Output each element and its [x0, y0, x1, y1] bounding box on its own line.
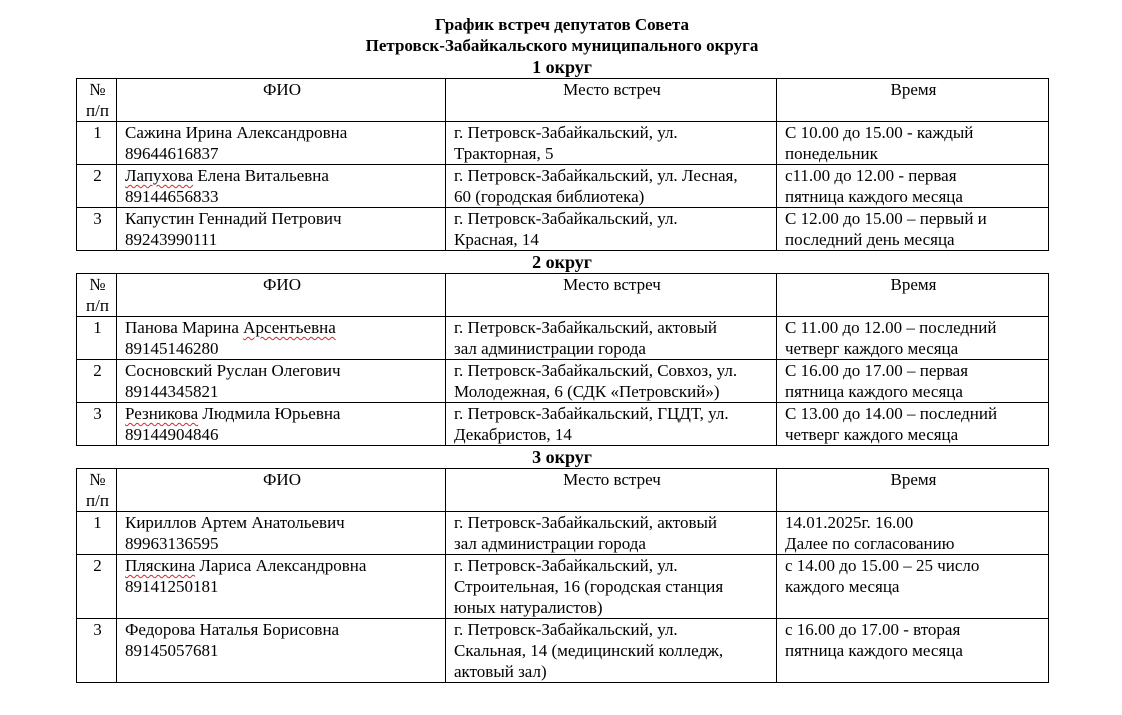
header-name: ФИО [117, 274, 446, 317]
header-place: Место встреч [446, 79, 777, 122]
deputy-phone: 89963136595 [125, 534, 219, 553]
header-number: № п/п [77, 274, 117, 317]
header-time: Время [777, 79, 1049, 122]
spellcheck-marked-word: Резникова [125, 404, 199, 423]
row-place-cell: г. Петровск-Забайкальский, Совхоз, ул. Молодежная, 6 (СДК «Петровский») [446, 360, 777, 403]
deputy-phone: 89141250181 [125, 577, 219, 596]
deputy-name: Лапухова Елена Витальевна [125, 166, 329, 185]
row-name-cell [117, 165, 446, 208]
row-time-cell: с11.00 до 12.00 - первая пятница каждого месяца [777, 165, 1049, 208]
table-row [77, 403, 1049, 446]
row-name-cell [117, 619, 446, 683]
district-2-table [76, 273, 1049, 446]
deputy-name: Сосновский Руслан Олегович [125, 361, 341, 380]
row-name-cell [117, 317, 446, 360]
deputy-name: Пляскина Лариса Александровна [125, 556, 367, 575]
district-1-table [76, 78, 1049, 251]
table-row [77, 317, 1049, 360]
row-time-cell: С 16.00 до 17.00 – первая пятница каждого месяца [777, 360, 1049, 403]
header-time: Время [777, 274, 1049, 317]
row-place-cell: г. Петровск-Забайкальский, ул. Красная, 14 [446, 208, 777, 251]
row-time-cell: с 16.00 до 17.00 - вторая пятница каждого месяца [777, 619, 1049, 683]
header-number: № п/п [77, 469, 117, 512]
table-row [77, 512, 1049, 555]
table-row [77, 619, 1049, 683]
row-place-cell: г. Петровск-Забайкальский, ГЦДТ, ул. Декабристов, 14 [446, 403, 777, 446]
header-name: ФИО [117, 79, 446, 122]
row-number: 2 [77, 165, 117, 208]
row-place-cell: г. Петровск-Забайкальский, актовый зал администрации города [446, 317, 777, 360]
row-name-cell [117, 122, 446, 165]
row-time-cell: С 12.00 до 15.00 – первый и последний день месяца [777, 208, 1049, 251]
deputy-name: Резникова Людмила Юрьевна [125, 404, 341, 423]
deputy-name: Капустин Геннадий Петрович [125, 209, 342, 228]
row-number: 3 [77, 619, 117, 683]
row-time-cell: 14.01.2025г. 16.00 Далее по согласованию [777, 512, 1049, 555]
row-number: 1 [77, 317, 117, 360]
table-row [77, 165, 1049, 208]
table-header-row [77, 274, 1049, 317]
document [76, 14, 1048, 683]
district-2-title: 2 округ [532, 252, 592, 272]
table-row [77, 208, 1049, 251]
table-row [77, 555, 1049, 619]
row-name-cell [117, 512, 446, 555]
spellcheck-marked-word: Арсентьевна [243, 318, 336, 337]
header-number: № п/п [77, 79, 117, 122]
table-row [77, 122, 1049, 165]
header-time: Время [777, 469, 1049, 512]
deputy-name: Панова Марина Арсентьевна [125, 318, 336, 337]
row-place-cell: г. Петровск-Забайкальский, ул. Скальная, 14 (медицинский колледж, актовый зал) [446, 619, 777, 683]
table-header-row [77, 79, 1049, 122]
deputy-phone: 89145146280 [125, 339, 219, 358]
spellcheck-marked-word: Пляскина [125, 556, 196, 575]
row-name-cell [117, 360, 446, 403]
document-title-line2: Петровск-Забайкальского муниципального округа [365, 36, 759, 55]
deputy-name: Кириллов Артем Анатольевич [125, 513, 345, 532]
deputy-name: Сажина Ирина Александровна [125, 123, 348, 142]
row-place-cell: г. Петровск-Забайкальский, актовый зал администрации города [446, 512, 777, 555]
row-time-cell: С 13.00 до 14.00 – последний четверг каждого месяца [777, 403, 1049, 446]
document-title-line1: График встреч депутатов Совета [434, 15, 690, 34]
row-time-cell: С 11.00 до 12.00 – последний четверг каждого месяца [777, 317, 1049, 360]
row-number: 2 [77, 360, 117, 403]
spellcheck-marked-word: Лапухова [125, 166, 194, 185]
deputy-name: Федорова Наталья Борисовна [125, 620, 340, 639]
table-row [77, 360, 1049, 403]
row-time-cell: С 10.00 до 15.00 - каждый понедельник [777, 122, 1049, 165]
row-time-cell: с 14.00 до 15.00 – 25 число каждого месяца [777, 555, 1049, 619]
district-1-title: 1 округ [532, 57, 592, 77]
district-3-table [76, 468, 1049, 683]
deputy-phone: 89144345821 [125, 382, 219, 401]
deputy-phone: 89144904846 [125, 425, 219, 444]
deputy-phone: 89144656833 [125, 187, 219, 206]
deputy-phone: 89243990111 [125, 230, 218, 249]
header-name: ФИО [117, 469, 446, 512]
header-place: Место встреч [446, 274, 777, 317]
district-3-title: 3 округ [532, 447, 592, 467]
row-number: 1 [77, 512, 117, 555]
row-name-cell [117, 208, 446, 251]
deputy-phone: 89644616837 [125, 144, 219, 163]
row-number: 2 [77, 555, 117, 619]
header-place: Место встреч [446, 469, 777, 512]
table-header-row [77, 469, 1049, 512]
row-number: 3 [77, 403, 117, 446]
deputy-phone: 89145057681 [125, 641, 219, 660]
row-place-cell: г. Петровск-Забайкальский, ул. Строительная, 16 (городская станция юных натуралистов) [446, 555, 777, 619]
row-place-cell: г. Петровск-Забайкальский, ул. Тракторная, 5 [446, 122, 777, 165]
row-name-cell [117, 555, 446, 619]
row-number: 3 [77, 208, 117, 251]
row-place-cell: г. Петровск-Забайкальский, ул. Лесная, 60 (городская библиотека) [446, 165, 777, 208]
row-number: 1 [77, 122, 117, 165]
row-name-cell [117, 403, 446, 446]
